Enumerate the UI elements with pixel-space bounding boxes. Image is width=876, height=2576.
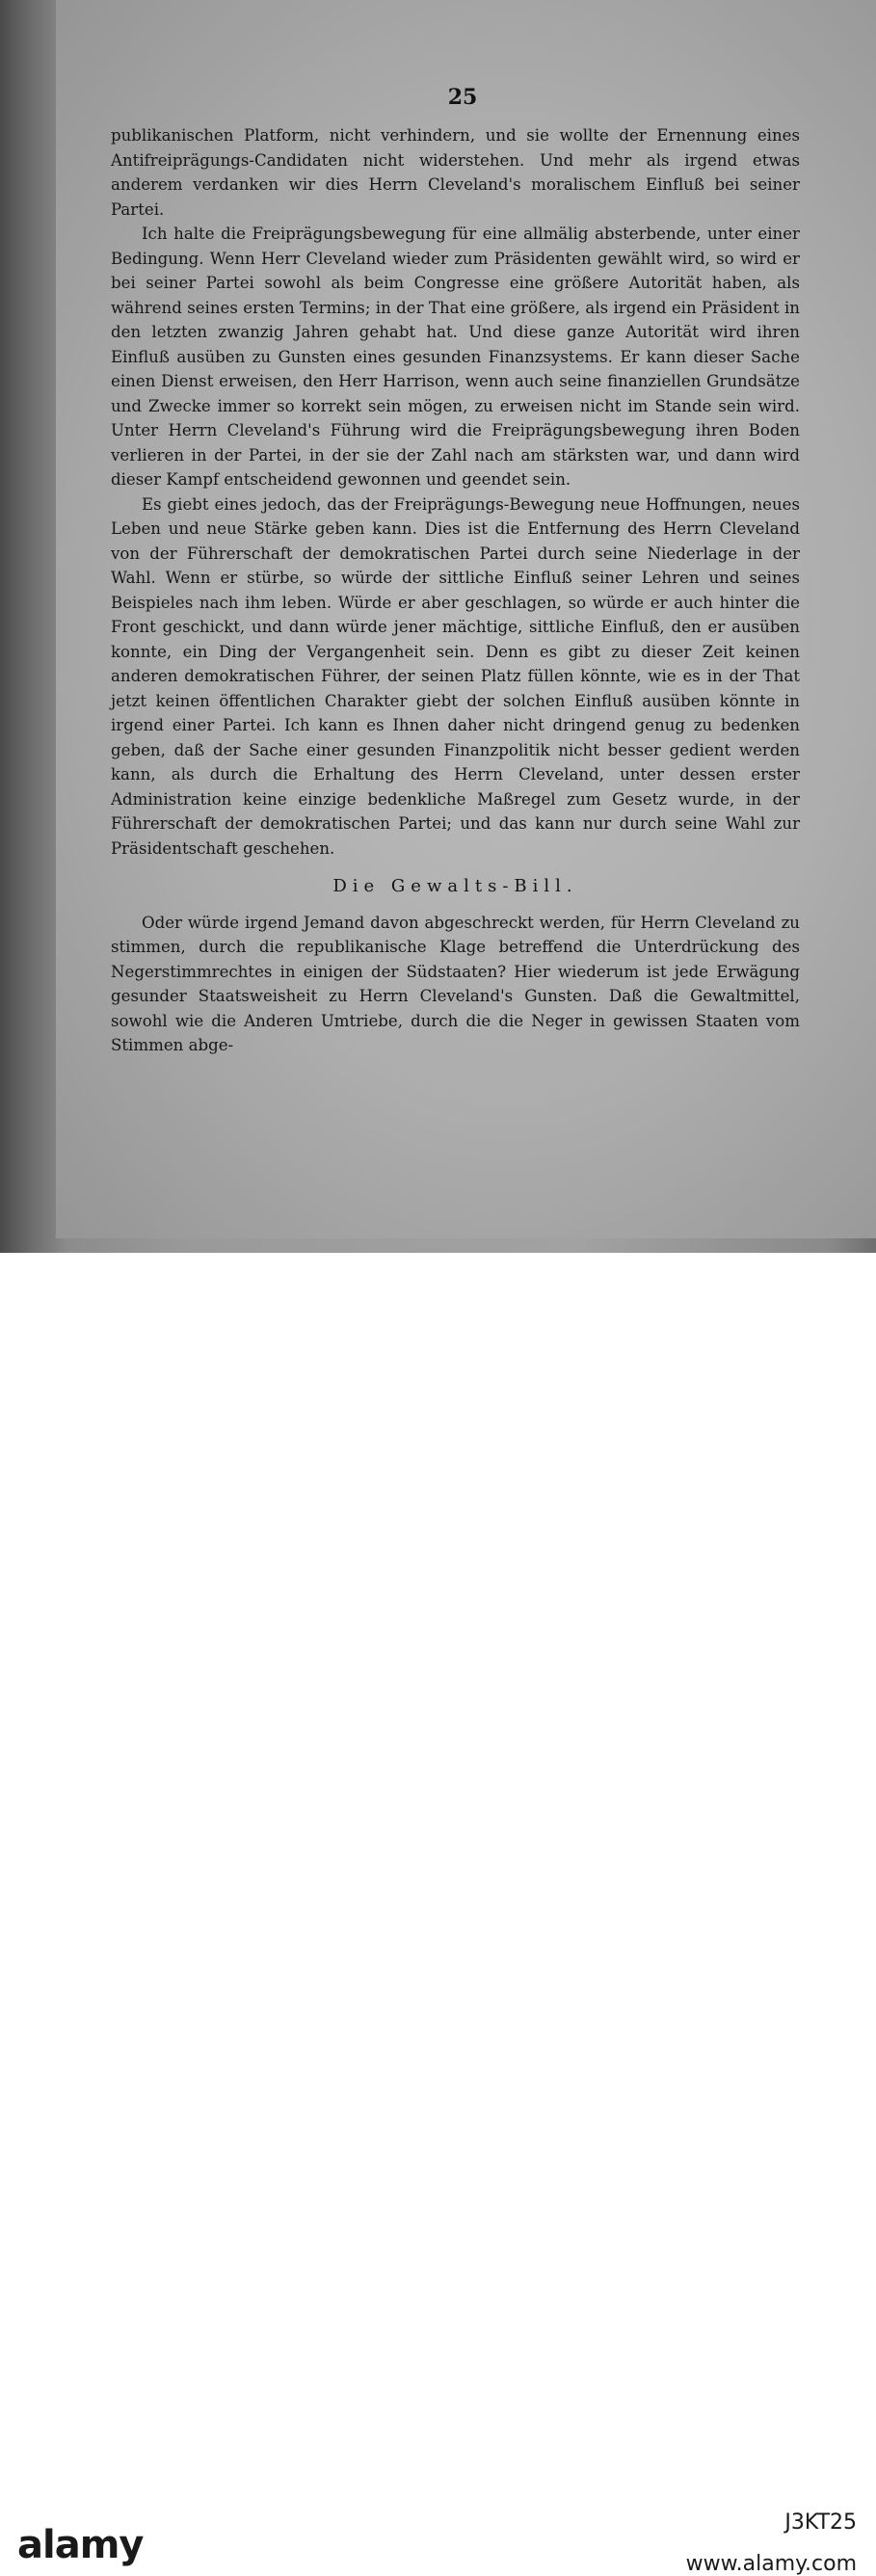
paragraph-3: Es giebt eines jedoch, das der Freiprägungs-Bewegung neue Hoffnungen, neues Leben und neue Stärke geben kann. Dies ist die Entfernung des Herrn Cleveland von der Führerschaft der demokratischen Partei durch seine Niederlage in der Wahl. Wenn er stürbe, so würde der sittliche Einfluß seiner Lehren und seines Beispieles nach ihm leben. Würde er aber geschlagen, so würde er auch hinter die Front geschickt, und dann würde jener mächtige, sittliche Einfluß, den er ausüben konnte, ein Ding der Vergangenheit sein. Denn es gibt zu dieser Zeit keinen anderen demokratischen Führer, der seinen Platz füllen könnte, wie es in der That jetzt keinen öffentlichen Charakter giebt der solchen Einfluß ausüben könnte in irgend einer Partei. Ich kann es Ihnen daher nicht dringend genug zu bedenken geben, daß der Sache einer gesunden Finanzpolitik nicht besser gedient werden kann, als durch die Erhaltung des Herrn Cleveland, unter dessen erster Administration keine einzige bedenkliche Maßregel zum Gesetz wurde, in der Führerschaft der demokratischen Partei; und das kann nur durch seine Wahl zur Präsidentschaft geschehen. — [111, 494, 800, 858]
body-text — [111, 123, 800, 1058]
paragraph-1: publikanischen Platform, nicht verhindern, und sie wollte der Ernennung eines Antifreiprägungs-Candidaten nicht widerstehen. Und mehr als irgend etwas anderem verdanken wir dies Herrn Cleveland's moralischem Einfluß bei seiner Partei. — [111, 126, 800, 219]
stock-footer-strip — [0, 1253, 876, 2576]
page-number: 25 — [447, 85, 478, 110]
footer-url: www.alamy.com — [685, 2552, 857, 2576]
scanned-page-background — [0, 0, 876, 1253]
brand-logo: alamy — [17, 2523, 144, 2567]
section-paragraph: Oder würde irgend Jemand davon abgeschreckt werden, für Herrn Cleveland zu stimmen, durch die republikanische Klage betreffend die Unterdrückung des Negerstimmrechtes in einigen der Südstaaten? Hier wiederum ist jede Erwägung gesunder Staatsweisheit zu Herrn Cleveland's Gunsten. Daß die Gewaltmittel, sowohl wie die Anderen Umtriebe, durch die die Neger in gewissen Staaten vom Stimmen abge- — [111, 913, 800, 1054]
image-code: J3KT25 — [784, 2510, 857, 2535]
paragraph-2: Ich halte die Freiprägungsbewegung für eine allmälig absterbende, unter einer Bedingung. Wenn Herr Cleveland wieder zum Präsidenten gewählt wird, so wird er bei seiner Partei sowohl als beim Congresse eine größere Autorität haben, als während seines ersten Termins; in der That eine größere, als irgend ein Präsident in den letzten zwanzig Jahren gehabt hat. Und diese ganze Autorität wird ihren Einfluß ausüben zu Gunsten eines gesunden Finanzsystems. Er kann dieser Sache einen Dienst erweisen, den Herr Harrison, wenn auch seine finanziellen Grundsätze und Zwecke immer so korrekt sein mögen, zu erweisen nicht im Stande sein wird. Unter Herrn Cleveland's Führung wird die Freiprägungsbewegung ihren Boden verlieren in der Partei, in der sie der Zahl nach am stärksten war, und dann wird dieser Kampf entscheidend gewonnen und geendet sein. — [111, 225, 800, 489]
section-heading: Die Gewalts-Bill. — [332, 876, 578, 896]
